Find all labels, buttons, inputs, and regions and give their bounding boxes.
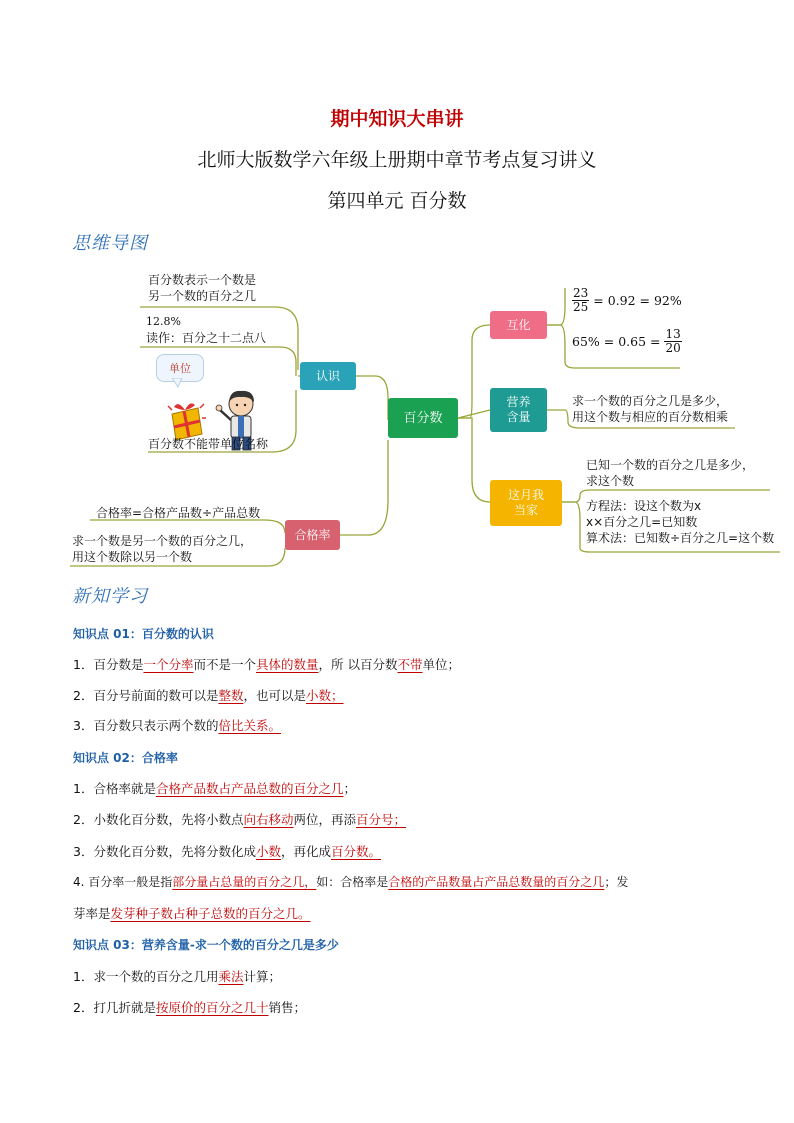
mm-note: 百分数不能带单位名称: [148, 437, 269, 451]
kp02-title: 知识点 02：合格率: [73, 751, 178, 765]
page-subtitle: 北师大版数学六年级上册期中章节考点复习讲义: [197, 149, 597, 171]
mm-yingyang-rule: 求一个数的百分之几是多少， 用这个数与相应的百分数相乘: [572, 394, 729, 424]
kp02-line1: 1．合格率就是合格产品数占产品总数的百分之几；: [73, 781, 356, 796]
mindmap-node-zhaojia: 这月我 当家: [490, 480, 562, 526]
unit-title: 第四单元 百分数: [327, 190, 467, 212]
mm-example: 12.8%: [146, 315, 181, 328]
kp02-line5: 芽率是发芽种子数占种子总数的百分之几。: [73, 906, 311, 921]
mindmap-node-huhua: 互化: [490, 311, 547, 339]
kp03-line1: 1．求一个数的百分之几用乘法计算；: [73, 969, 281, 984]
kp01-title: 知识点 01：百分数的认识: [73, 627, 214, 641]
bubble-unit: 单位: [156, 354, 204, 382]
mindmap-center-node: 百分数: [388, 398, 458, 438]
kp02-line4: 4. 百分率一般是指部分量占总量的百分之几，如：合格率是合格的产品数量占产品总数量的百分之几；发: [73, 875, 629, 889]
mm-huhua-eq2: 65% = 0.65 = $\frac{13}{20}$: [572, 327, 681, 355]
mm-zhaojia-methods: 方程法：设这个数为x x×百分之几=已知数 算术法：已知数÷百分之几=这个数: [586, 499, 775, 545]
page-title: 期中知识大串讲: [330, 108, 464, 130]
kp01-line2: 2．百分号前面的数可以是整数，也可以是小数；: [73, 688, 344, 703]
mm-huhua-eq1: $\frac{23}{25}$ = 0.92 = 92%: [573, 286, 682, 314]
mm-hege-rule: 求一个数是另一个数的百分之几， 用这个数除以另一个数: [72, 534, 253, 564]
section-mindmap-label: 思维导图: [72, 233, 148, 254]
kp01-line1: 1．百分数是一个分率而不是一个具体的数量，所 以百分数不带单位；: [73, 657, 461, 672]
section-newknowledge-label: 新知学习: [72, 586, 148, 607]
kp03-line2: 2．打几折就是按原价的百分之几十销售；: [73, 1000, 306, 1015]
kp02-line3: 3．分数化百分数，先将分数化成小数，再化成百分数。: [73, 844, 382, 859]
kp01-line3: 3．百分数只表示两个数的倍比关系。: [73, 718, 281, 733]
mindmap-node-renshi: 认识: [300, 362, 356, 390]
kp02-line2: 2．小数化百分数，先将小数点向右移动两位，再添百分号；: [73, 812, 407, 827]
mindmap-node-hege: 合格率: [285, 520, 340, 550]
mm-definition: 百分数表示一个数是 另一个数的百分之几: [148, 273, 257, 303]
mm-hege-formula: 合格率=合格产品数÷产品总数: [96, 506, 261, 520]
mm-zhaojia-q: 已知一个数的百分之几是多少， 求这个数: [586, 458, 755, 488]
mindmap-node-yingyang: 营养 含量: [490, 388, 547, 432]
kp03-title: 知识点 03：营养含量-求一个数的百分之几是多少: [73, 938, 339, 952]
mm-read: 读作：百分之十二点八: [146, 331, 267, 345]
bubble-tail: [170, 378, 186, 388]
